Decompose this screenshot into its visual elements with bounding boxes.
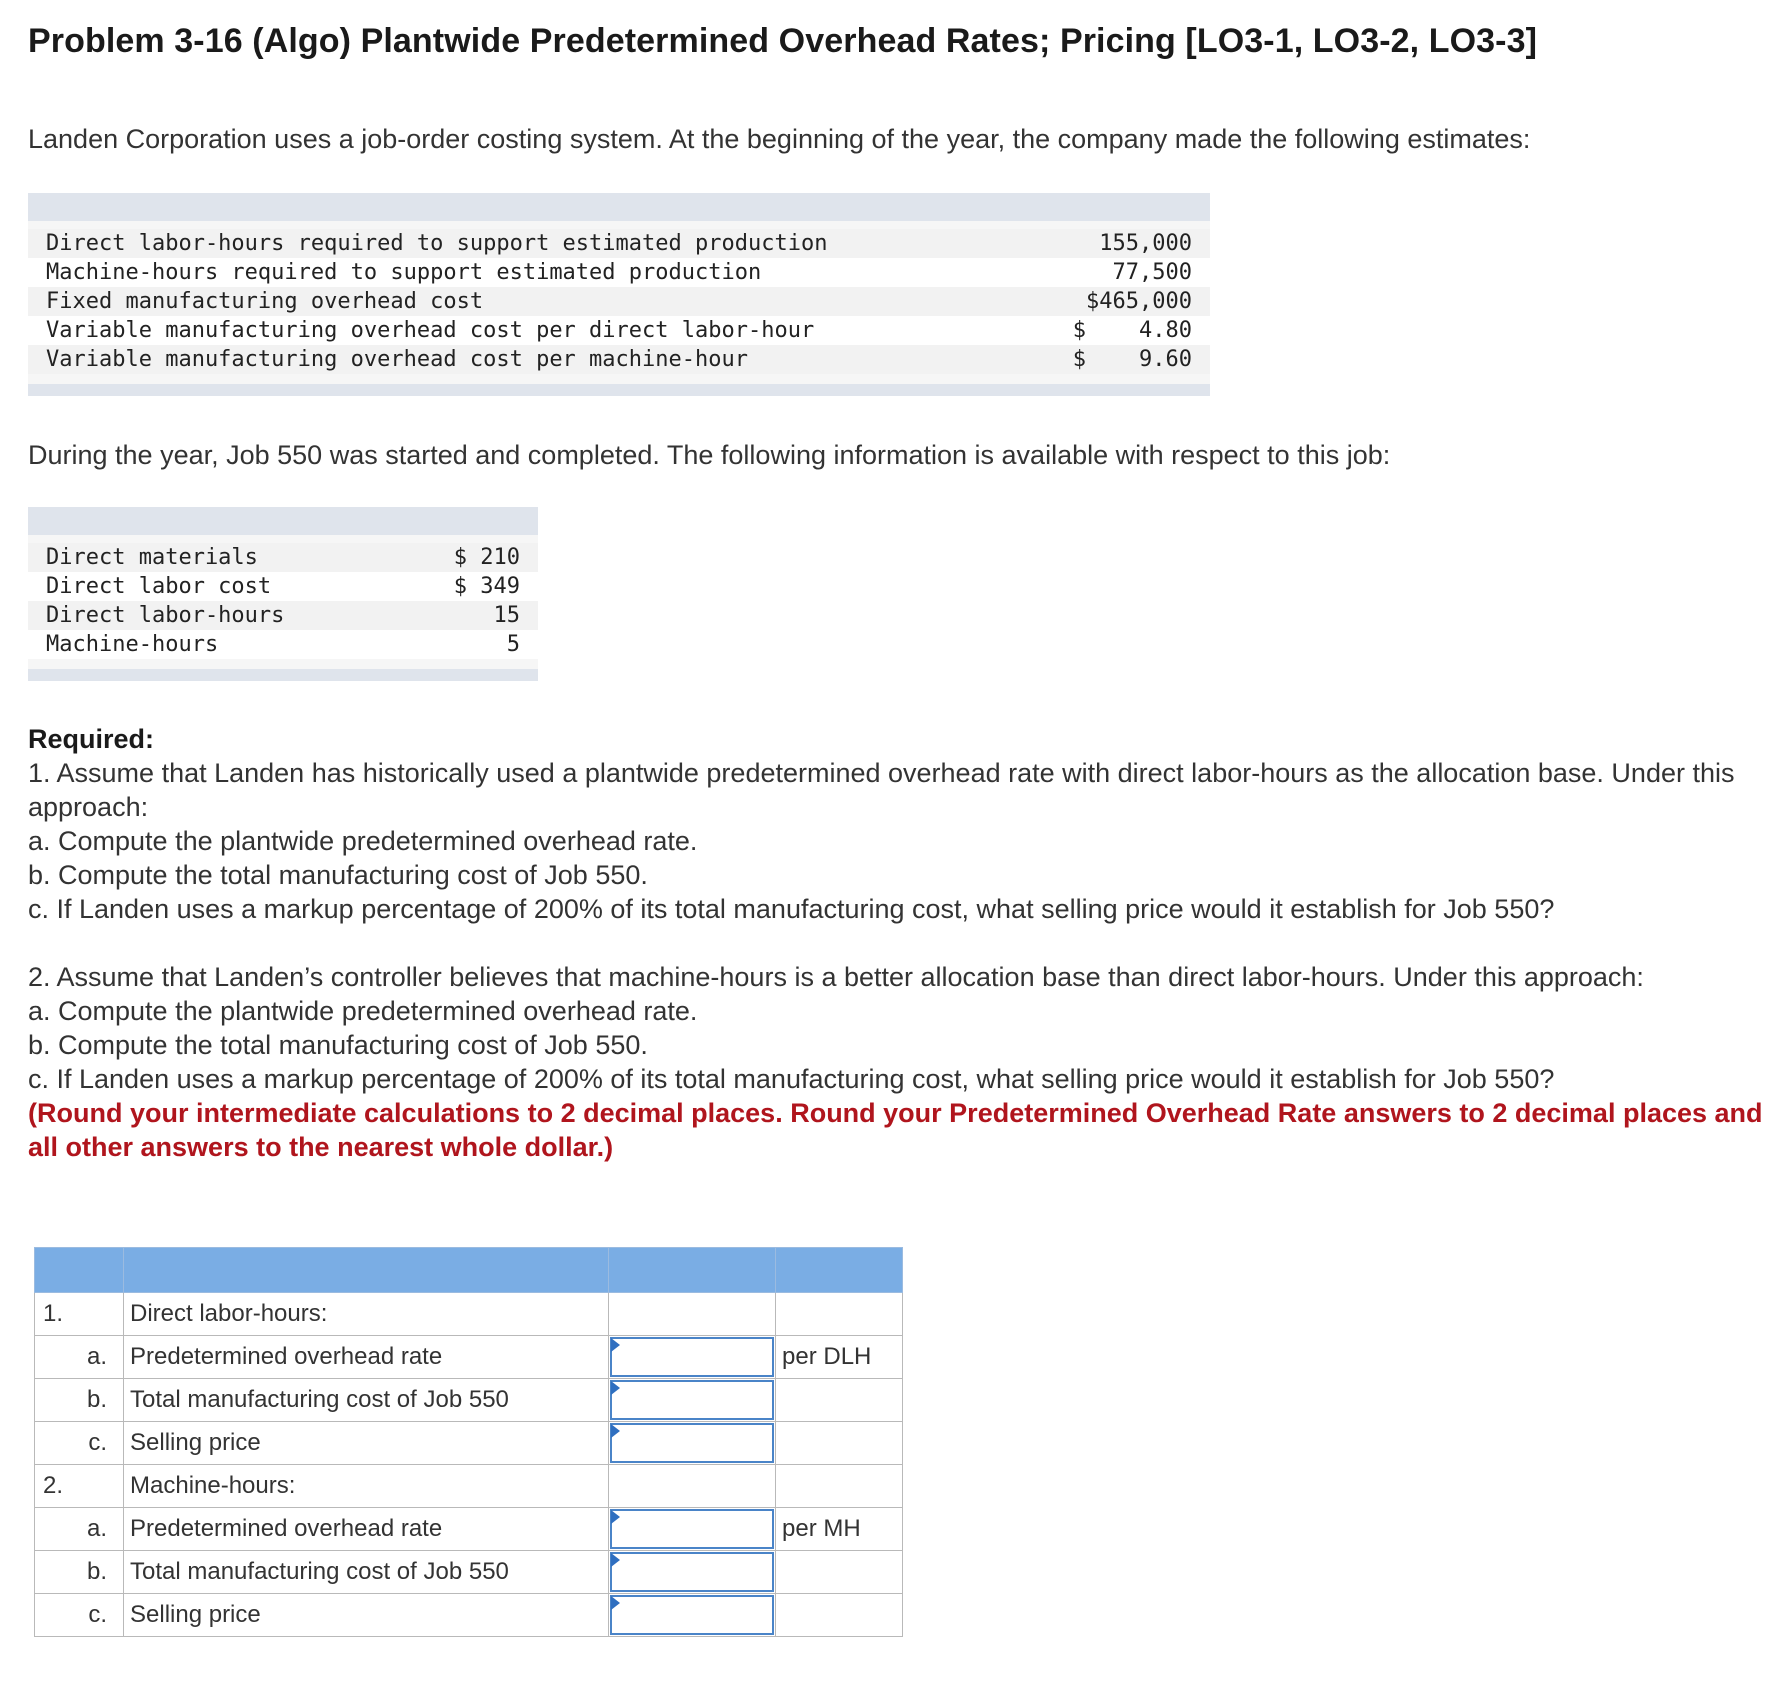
required-part1-a: a. Compute the plantwide predetermined overhead rate. [28,826,698,856]
job-row [28,601,538,630]
row-letter: a. [86,1343,107,1370]
section-row-direct-labor-hours [35,1293,903,1336]
row-letter: a. [86,1515,107,1542]
row-letter: b. [86,1558,107,1585]
row-label: Selling price [130,1601,261,1628]
estimate-label: Direct labor-hours required to support estimated production [46,231,828,256]
estimate-label: Variable manufacturing overhead cost per direct labor-hour [46,318,815,343]
estimate-row [28,316,1210,345]
answer-table [34,1247,903,1637]
required-section [28,722,1778,1164]
section-number: 2. [43,1472,64,1499]
row-unit: per MH [782,1515,861,1542]
estimate-value: 155,000 [1099,231,1192,256]
job-label: Direct labor-hours [46,603,285,628]
required-part1: 1. Assume that Landen has historically used a plantwide predetermined overhead rate with direct labor-hours as the allocation base. Under this approach: [28,758,1735,822]
mh-overhead-rate-input[interactable] [612,1511,772,1547]
mh-selling-price-input[interactable] [612,1597,772,1633]
estimate-value: $465,000 [1086,289,1192,314]
answer-row [35,1508,903,1551]
row-unit: per DLH [782,1343,872,1370]
estimate-row [28,229,1210,258]
dlh-total-cost-input[interactable] [612,1382,772,1418]
answer-row [35,1336,903,1379]
input-marker-icon [611,1424,620,1438]
section-title: Direct labor-hours: [130,1300,328,1327]
estimate-value: 77,500 [1112,260,1192,285]
answer-table-header [35,1248,903,1293]
row-label: Predetermined overhead rate [130,1343,443,1370]
answer-row [35,1551,903,1594]
input-marker-icon [611,1553,620,1567]
row-letter: c. [88,1429,107,1456]
job-label: Direct materials [46,545,258,570]
input-marker-icon [611,1381,620,1395]
row-letter: c. [88,1601,107,1628]
job-value: 5 [506,632,520,657]
problem-title: Problem 3-16 (Algo) Plantwide Predetermined Overhead Rates; Pricing [LO3-1, LO3-2, LO3-3] [28,22,1538,60]
input-marker-icon [611,1510,620,1524]
dlh-overhead-rate-input[interactable] [612,1339,772,1375]
estimate-row [28,345,1210,374]
section-number: 1. [43,1300,64,1327]
job-row [28,572,538,601]
row-label: Total manufacturing cost of Job 550 [130,1386,509,1413]
section-title: Machine-hours: [130,1472,296,1499]
row-letter: b. [86,1386,107,1413]
estimate-value: $ 4.80 [1072,318,1192,343]
input-marker-icon [611,1596,620,1610]
required-heading: Required: [28,724,155,754]
estimate-row [28,258,1210,287]
intro-text: Landen Corporation uses a job-order costing system. At the beginning of the year, the company made the following estimates: [28,124,1531,154]
required-part2-a: a. Compute the plantwide predetermined overhead rate. [28,996,698,1026]
required-part1-b: b. Compute the total manufacturing cost of Job 550. [28,860,648,890]
estimate-value: $ 9.60 [1072,347,1192,372]
input-marker-icon [611,1338,620,1352]
rounding-instruction: (Round your intermediate calculations to 2 decimal places. Round your Predetermined Overhead Rate answers to 2 decimal places and all other answers to the nearest whole dollar.) [28,1098,1763,1162]
estimate-row [28,287,1210,316]
answer-row [35,1379,903,1422]
job-table [28,507,538,681]
mh-total-cost-input[interactable] [612,1554,772,1590]
required-part2-b: b. Compute the total manufacturing cost of Job 550. [28,1030,648,1060]
job-row [28,543,538,572]
estimate-label: Fixed manufacturing overhead cost [46,289,484,314]
required-part2: 2. Assume that Landen’s controller believes that machine-hours is a better allocation base than direct labor-hours. Under this approach: [28,962,1644,992]
row-label: Total manufacturing cost of Job 550 [130,1558,509,1585]
required-part1-c: c. If Landen uses a markup percentage of 200% of its total manufacturing cost, what selling price would it establish for Job 550? [28,894,1555,924]
answer-row [35,1422,903,1465]
job-row [28,630,538,659]
job-value: $ 349 [453,574,520,599]
estimate-label: Variable manufacturing overhead cost per machine-hour [46,347,748,372]
row-label: Predetermined overhead rate [130,1515,443,1542]
section-row-machine-hours [35,1465,903,1508]
estimates-table [28,193,1210,396]
job-value: 15 [493,603,520,628]
job-intro-text: During the year, Job 550 was started and completed. The following information is available with respect to this job: [28,440,1391,470]
job-label: Machine-hours [46,632,219,657]
estimate-label: Machine-hours required to support estimated production [46,260,762,285]
dlh-selling-price-input[interactable] [612,1425,772,1461]
answer-row [35,1594,903,1637]
job-value: $ 210 [453,545,520,570]
job-label: Direct labor cost [46,574,272,599]
required-part2-c: c. If Landen uses a markup percentage of 200% of its total manufacturing cost, what selling price would it establish for Job 550? [28,1064,1555,1094]
row-label: Selling price [130,1429,261,1456]
